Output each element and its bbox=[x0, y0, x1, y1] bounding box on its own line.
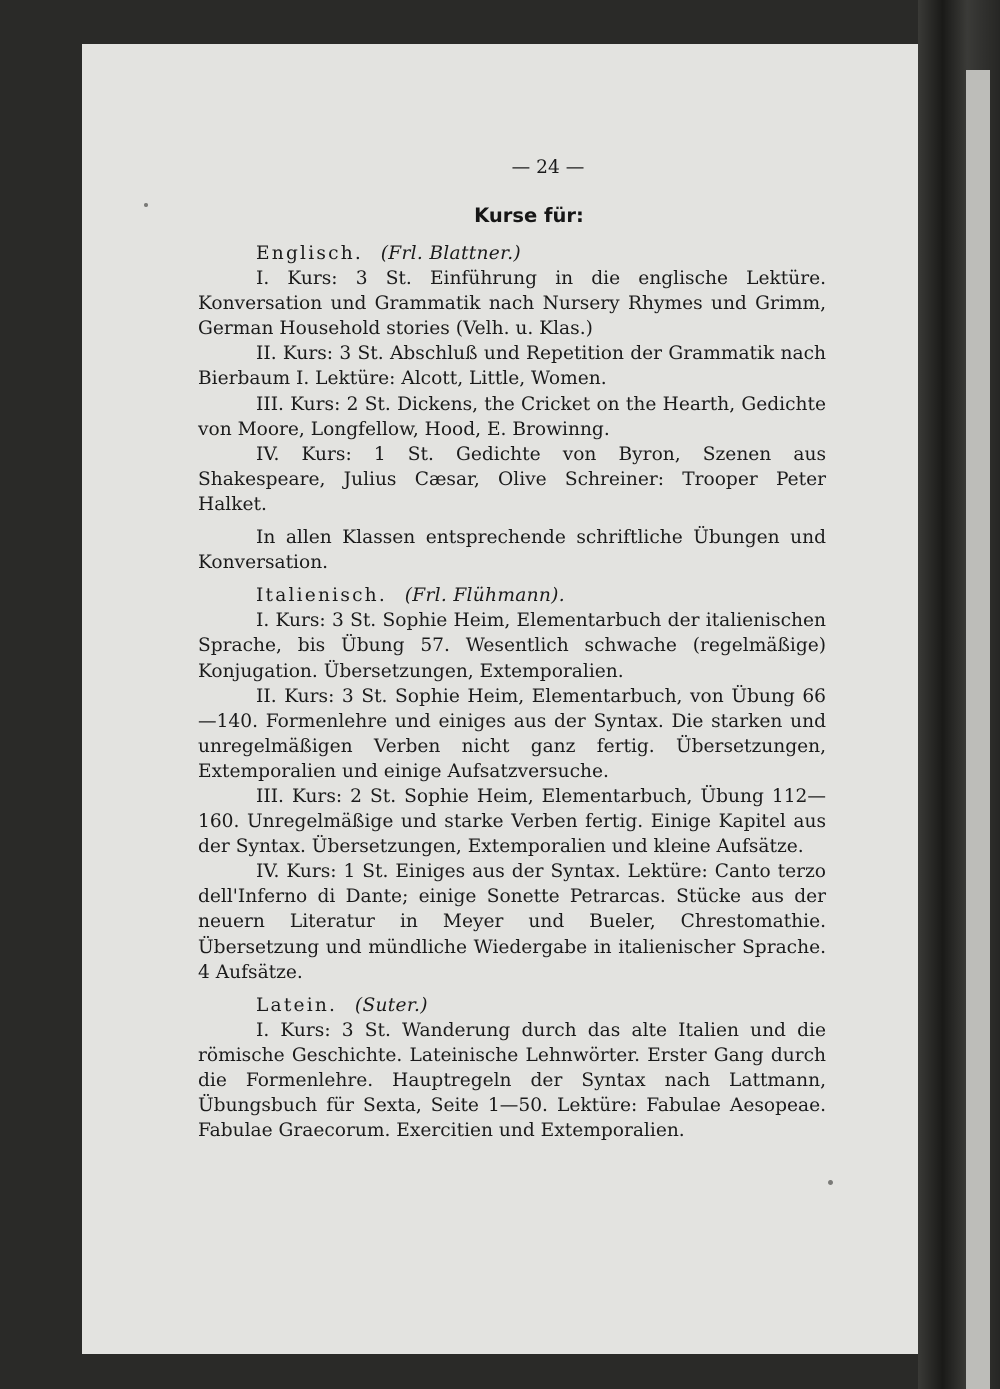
course-paragraph: I. Kurs: 3 St. Wanderung durch das alte Italien und die römische Geschichte. Lateinische Lehnwörter. Erster Gang durch die Formenlehre. Hauptregeln der Syntax nach Lattmann, Übungsbuch für Sexta, Seite 1—50. Lektüre: Fabulae Aesopeae. Fabulae Graecorum. Exercitien und Extemporalien. bbox=[198, 1019, 826, 1142]
section-header-englisch bbox=[198, 241, 826, 266]
course-paragraph: I. Kurs: 3 St. Sophie Heim, Elementarbuch der italienischen Sprache, bis Übung 57. Wesentlich schwache (regelmäßige) Konjugation. Übersetzungen, Extemporalien. bbox=[198, 610, 826, 682]
paper-speck bbox=[144, 203, 148, 207]
course-paragraph: IV. Kurs: 1 St. Gedichte von Byron, Szenen aus Shakespeare, Julius Cæsar, Olive Schreiner: Trooper Peter Halket. bbox=[198, 443, 826, 515]
course-paragraph: I. Kurs: 3 St. Einführung in die englische Lektüre. Konversation und Grammatik nach Nursery Rhymes und Grimm, German Household stories (Velh. u. Klas.) bbox=[198, 268, 826, 340]
page-title: Kurse für: bbox=[474, 204, 584, 227]
course-paragraph: In allen Klassen entsprechende schriftliche Übungen und Konversation. bbox=[198, 527, 826, 574]
teacher-name: (Suter.) bbox=[354, 994, 428, 1016]
course-paragraph: III. Kurs: 2 St. Dickens, the Cricket on the Hearth, Gedichte von Moore, Longfellow, Hood, E. Browinng. bbox=[198, 393, 826, 440]
course-paragraph: IV. Kurs: 1 St. Einiges aus der Syntax. Lektüre: Canto terzo dell'Inferno di Dante; einige Sonette Petrarcas. Stücke aus der neuern Literatur in Meyer und Bueler, Chrestomathie. Übersetzung und mündliche Wiedergabe in italienischer Sprache. 4 Aufsätze. bbox=[198, 861, 826, 983]
course-paragraph: II. Kurs: 3 St. Sophie Heim, Elementarbuch, von Übung 66—140. Formenlehre und einiges aus der Syntax. Die starken und unregelmäßigen Verben nicht ganz fertig. Übersetzungen, Extemporalien und einige Aufsatzversuche. bbox=[198, 685, 826, 782]
section-header-latein bbox=[198, 993, 826, 1018]
teacher-name: (Frl. Blattner.) bbox=[380, 243, 521, 264]
language-name: Italienisch. bbox=[256, 585, 387, 607]
teacher-name: (Frl. Flühmann). bbox=[404, 585, 565, 607]
course-paragraph: III. Kurs: 2 St. Sophie Heim, Elementarbuch, Übung 112—160. Unregelmäßige und starke Verben fertig. Einige Kapitel aus der Syntax. Übersetzungen, Extemporalien und kleine Aufsätze. bbox=[198, 785, 826, 858]
page-number: — 24 — bbox=[511, 157, 585, 178]
language-name: Latein. bbox=[256, 994, 338, 1016]
next-page-edge bbox=[966, 70, 990, 1389]
course-list bbox=[198, 241, 826, 1143]
paper-speck bbox=[828, 1180, 833, 1185]
section-header-italienisch bbox=[198, 583, 826, 608]
course-paragraph: II. Kurs: 3 St. Abschluß und Repetition der Grammatik nach Bierbaum I. Lektüre: Alcott, Little, Women. bbox=[198, 343, 826, 390]
language-name: Englisch. bbox=[256, 243, 363, 264]
